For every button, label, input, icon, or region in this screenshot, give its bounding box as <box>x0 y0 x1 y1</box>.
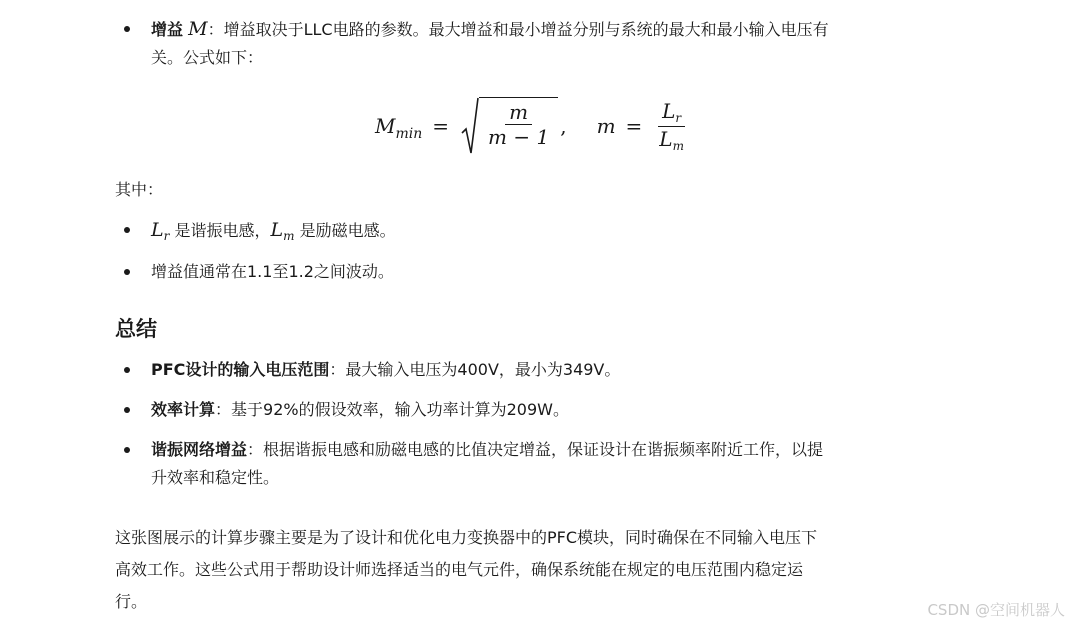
summary-heading: 总结 <box>115 317 157 341</box>
gain-formula <box>375 96 691 156</box>
list-item-inductance <box>115 216 915 246</box>
gain-symbol: M <box>188 18 208 40</box>
gain-list <box>115 15 915 72</box>
conclusion-line3: 行。 <box>115 592 148 611</box>
formula-ratio-num-symbol: L <box>662 98 676 123</box>
formula-ratio-num <box>658 99 685 127</box>
where-label: 其中： <box>115 180 164 199</box>
pfc-range-text: ：最大输入电压为400V，最小为349V。 <box>329 360 621 379</box>
sqrt-sign-icon <box>461 97 479 155</box>
lm-symbol-letter: L <box>270 219 284 241</box>
formula-ratio-den <box>655 127 688 154</box>
lm-symbol <box>270 219 294 241</box>
formula-ratio-fraction <box>655 99 688 154</box>
list-item-resonant-gain <box>115 436 915 492</box>
conclusion-paragraph <box>115 522 915 618</box>
list-item-efficiency <box>115 396 915 424</box>
formula-sqrt <box>461 97 558 155</box>
resonant-gain-text-line1: ：根据谐振电感和励磁电感的比值决定增益，保证设计在谐振频率附近工作，以提 <box>247 440 824 459</box>
formula-sqrt-body <box>479 97 558 155</box>
list-item-gain-range: 增益值通常在1.1至1.2之间波动。 <box>115 258 915 286</box>
conclusion-line1: 这张图展示的计算步骤主要是为了设计和优化电力变换器中的PFC模块，同时确保在不同输入电压下 <box>115 528 818 547</box>
lm-symbol-sub: m <box>283 229 295 243</box>
lr-text: 是谐振电感， <box>169 221 271 240</box>
formula-lhs <box>375 114 423 142</box>
formula-rhs-symbol: m <box>596 114 616 138</box>
formula-eq: = <box>432 114 450 138</box>
definition-list <box>115 216 915 298</box>
lr-symbol <box>151 219 169 241</box>
formula-comma: , <box>560 114 567 138</box>
gain-text-line2: 关。公式如下： <box>151 48 264 67</box>
summary-list <box>115 356 915 504</box>
lm-text: 是励磁电感。 <box>294 221 396 240</box>
formula-ratio-den-symbol: L <box>659 126 673 151</box>
gain-text-line1: ：增益取决于LLC电路的参数。最大增益和最小增益分别与系统的最大和最小输入电压有 <box>207 20 829 39</box>
list-item-pfc-range <box>115 356 915 384</box>
lr-symbol-sub: r <box>163 229 170 243</box>
formula-sqrt-num: m <box>505 100 532 125</box>
formula-rhs-eq: = <box>625 114 643 138</box>
formula-lhs-sub: min <box>395 126 423 142</box>
formula-sqrt-den: m − 1 <box>488 125 550 149</box>
formula-sqrt-fraction <box>484 100 553 149</box>
efficiency-title: 效率计算 <box>151 400 216 419</box>
list-item-gain <box>115 15 915 72</box>
pfc-range-title: PFC设计的输入电压范围 <box>151 360 330 379</box>
lr-symbol-letter: L <box>151 219 164 241</box>
csdn-watermark: CSDN @空间机器人 <box>927 601 1065 619</box>
efficiency-text: ：基于92%的假设效率，输入功率计算为209W。 <box>215 400 569 419</box>
formula-ratio-den-sub: m <box>672 138 684 153</box>
resonant-gain-text-line2: 升效率和稳定性。 <box>151 468 280 487</box>
formula-lhs-symbol: M <box>375 114 396 138</box>
resonant-gain-title: 谐振网络增益 <box>151 440 248 459</box>
formula-ratio-num-sub: r <box>675 110 682 125</box>
conclusion-line2: 高效工作。这些公式用于帮助设计师选择适当的电气元件，确保系统能在规定的电压范围内稳定运 <box>115 560 804 579</box>
gain-title: 增益 <box>151 20 184 39</box>
